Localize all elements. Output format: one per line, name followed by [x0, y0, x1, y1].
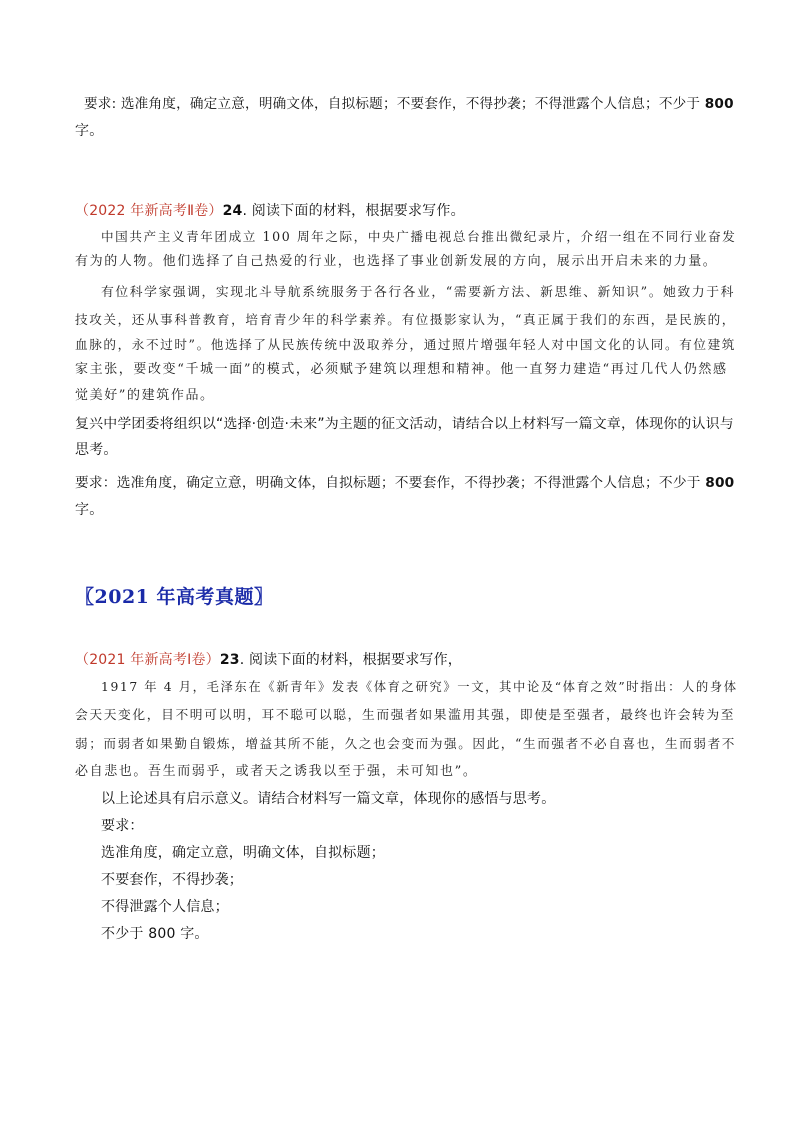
question-header: [75, 650, 462, 670]
requirements-text: 要求：选准角度，确定立意，明确文体，自拟标题；不要套作，不得抄袭；不得泄露个人信息；不少于: [75, 475, 706, 491]
question-source: （2021 年新高考Ⅰ卷）: [75, 652, 220, 668]
requirements-line-end: 字。: [75, 502, 104, 518]
word-count: 800: [705, 475, 735, 491]
material-line: 血脉的，永不过时”。他选择了从民族传统中汲取养分，通过照片增强年轻人对中国文化的认同。有位建筑: [75, 337, 736, 352]
question-number: 24: [222, 203, 243, 219]
question-source: （2022 年新高考Ⅱ卷）: [75, 203, 223, 219]
question-prompt: . 阅读下面的材料，根据要求写作，: [239, 652, 463, 668]
material-line: 弱；而弱者如果勤自锻炼，增益其所不能，久之也会变而为强。因此，“生而强者不必自喜也，生而弱者不: [75, 736, 736, 751]
requirements-label: 要求：: [101, 818, 144, 834]
task-line: 复兴中学团委将组织以“选择·创造·未来”为主题的征文活动，请结合以上材料写一篇文章，体现你的认识与: [75, 416, 734, 432]
requirement-item: 选准角度，确定立意，明确文体，自拟标题；: [101, 845, 385, 861]
task-line: 以上论述具有启示意义。请结合材料写一篇文章，体现你的感悟与思考。: [101, 791, 556, 807]
material-line: 技攻关，还从事科普教育，培育青少年的科学素养。有位摄影家认为，“真正属于我们的东西，是民族的，: [75, 312, 736, 327]
task-line: 思考。: [75, 442, 118, 458]
requirements-line: [75, 473, 734, 493]
material-line: 觉美好”的建筑作品。: [75, 388, 215, 403]
question-header: [75, 201, 465, 221]
material-line: 会天天变化，目不明可以明，耳不聪可以聪，生而强者如果滥用其强，即使是至强者，最终也许会转为至: [75, 708, 736, 723]
section-heading: 〖2021 年高考真题〗: [75, 586, 274, 608]
requirements-line: [84, 94, 734, 114]
requirements-line-end: 字。: [75, 123, 104, 139]
material-line: 有为的人物。他们选择了自己热爱的行业，也选择了事业创新发展的方向，展示出开启未来的力量。: [75, 254, 718, 269]
material-line: 中国共产主义青年团成立 100 周年之际，中央广播电视总台推出微纪录片，介绍一组在不同行业奋发: [101, 229, 737, 244]
material-line: 必自悲也。吾生而弱乎，或者天之诱我以至于强，未可知也”。: [75, 764, 478, 779]
requirement-item: 不得泄露个人信息；: [101, 899, 229, 915]
requirement-item: 不少于 800 字。: [101, 926, 209, 942]
requirements-text: 要求: 选准角度，确定立意，明确文体，自拟标题；不要套作，不得抄袭；不得泄露个人信息；不少于: [84, 96, 705, 112]
word-count: 800: [704, 96, 734, 112]
question-number: 23: [219, 652, 240, 668]
material-line: 有位科学家强调，实现北斗导航系统服务于各行各业，“需要新方法、新思维、新知识”。她致力于科: [101, 285, 735, 300]
requirement-item: 不要套作，不得抄袭；: [101, 872, 243, 888]
material-line: 1917 年 4 月，毛泽东在《新青年》发表《体育之研究》一文，其中论及“体育之效”时指出：人的身体: [101, 680, 738, 694]
question-prompt: . 阅读下面的材料，根据要求写作。: [242, 203, 465, 219]
material-line: 家主张，要改变“千城一面”的模式，必须赋予建筑以理想和精神。他一直努力建造“再过几代人仍然感: [75, 362, 728, 377]
